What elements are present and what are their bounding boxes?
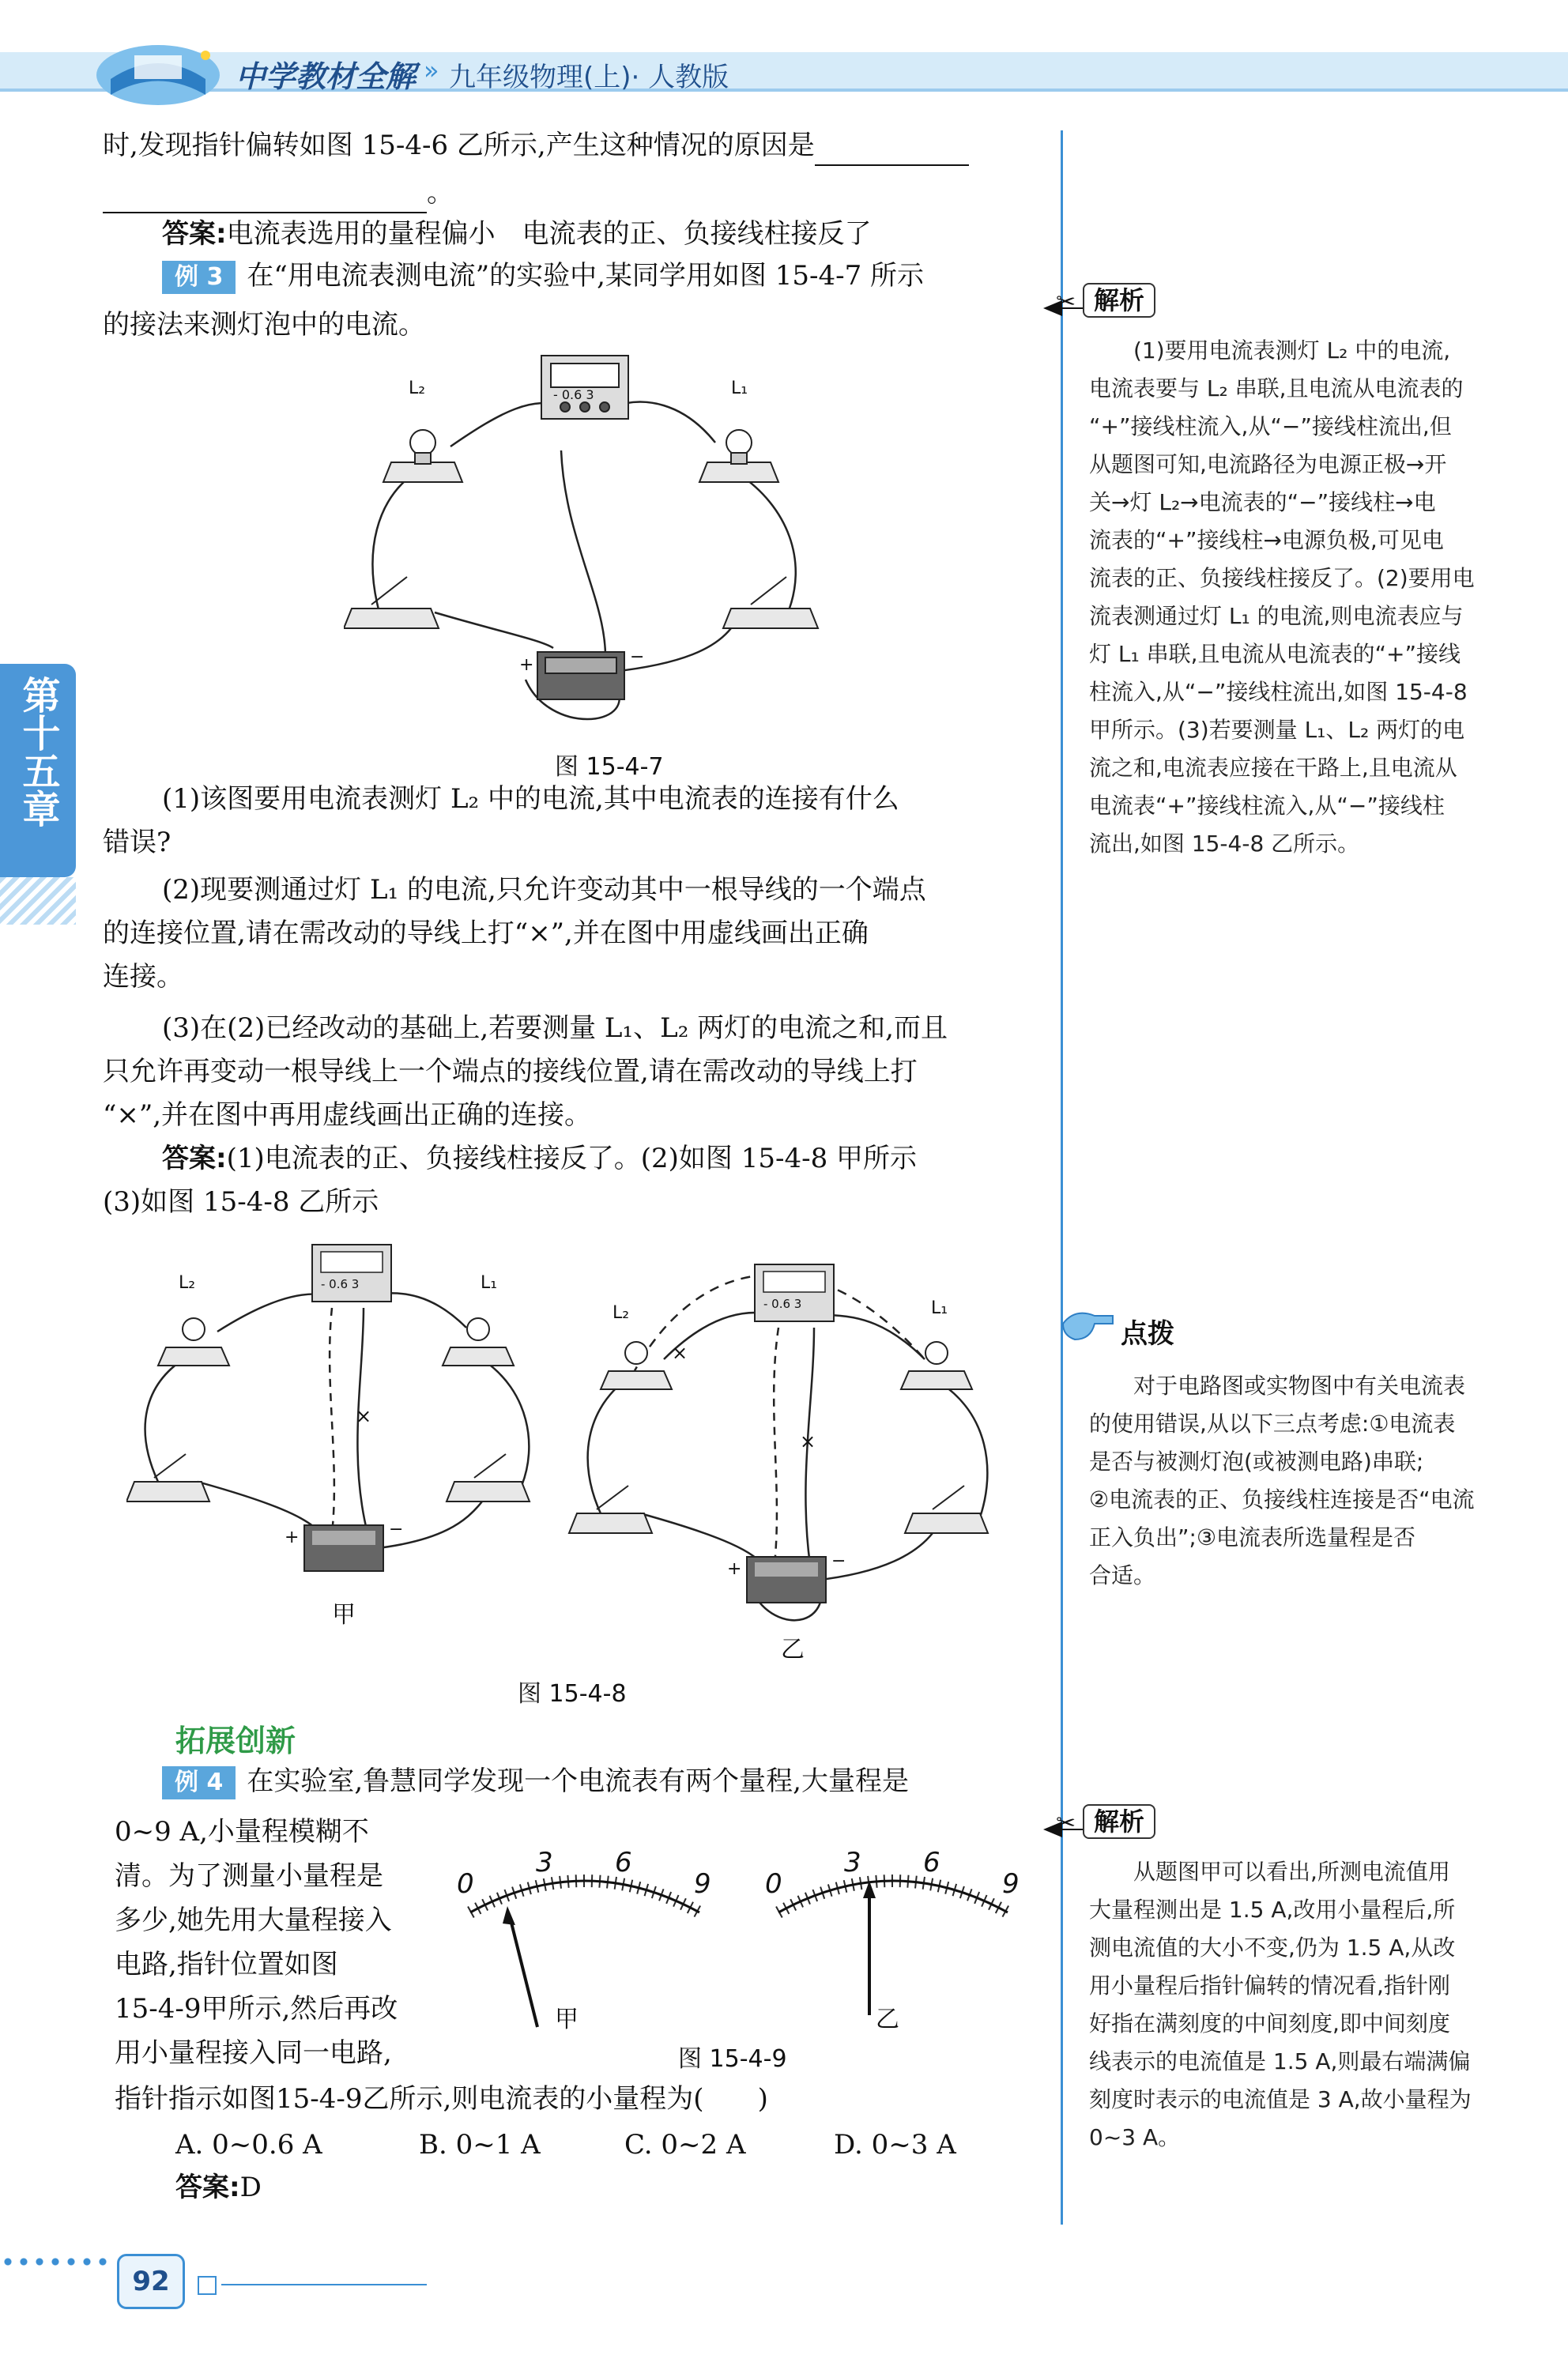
circuit-yi <box>569 1264 988 1620</box>
scissors-icon: ✂ <box>1056 288 1076 316</box>
example-3-line: 例 3 在“用电流表测电流”的实验中,某同学用如图 15-4-7 所示 <box>162 255 924 296</box>
chevron-right-icon: » <box>424 55 439 85</box>
pointing-hand-icon <box>1059 1304 1114 1347</box>
switch-left <box>344 577 439 628</box>
svg-text:6: 6 <box>615 1847 632 1878</box>
battery <box>537 652 624 699</box>
circuit-figure-15-4-7 <box>344 348 834 727</box>
meter-yi <box>765 1847 1020 2015</box>
text-line: 。 <box>103 172 454 213</box>
option-d[interactable]: D. 0~3 A <box>834 2129 956 2161</box>
svg-text:L₁: L₁ <box>731 379 748 398</box>
question-line: 的连接位置,请在需改动的导线上打“×”,并在图中用虚线画出正确 <box>103 917 869 949</box>
svg-text:- 0.6 3: - 0.6 3 <box>321 1277 360 1291</box>
question-line: 只允许再变动一根导线上一个端点的接线位置,请在需改动的导线上打 <box>103 1056 918 1087</box>
question-line: (3)在(2)已经改动的基础上,若要测量 L₁、L₂ 两灯的电流之和,而且 <box>162 1012 948 1044</box>
answer-line: 答案:电流表选用的量程偏小 电流表的正、负接线柱接反了 <box>162 218 872 250</box>
footer-square-icon <box>198 2276 217 2295</box>
analysis-tag: 解析 <box>1083 283 1155 318</box>
svg-text:−: − <box>630 647 645 667</box>
svg-text:L₁: L₁ <box>931 1298 948 1318</box>
meter-jia <box>457 1847 711 2027</box>
question-line: 连接。 <box>103 961 183 993</box>
svg-text:0: 0 <box>457 1868 474 1900</box>
text-line: 清。为了测量小量程是 <box>115 1860 383 1892</box>
svg-text:- 0.6 3: - 0.6 3 <box>763 1297 802 1311</box>
question-line: (2)现要测通过灯 L₁ 的电流,只允许变动其中一根导线的一个端点 <box>162 874 926 906</box>
figure-label-jia: 甲 <box>555 2006 579 2033</box>
option-b[interactable]: B. 0~1 A <box>419 2129 541 2161</box>
figure-caption: 图 15-4-8 <box>518 1680 627 1708</box>
switch-right <box>723 577 818 628</box>
example-4-wrap <box>115 1810 447 2075</box>
section-title: 拓展创新 <box>175 1724 296 1758</box>
example-4-line: 例 4 在实验室,鲁慧同学发现一个电流表有两个量程,大量程是 <box>162 1761 909 1802</box>
svg-text:6: 6 <box>923 1847 940 1878</box>
text-line: 电路,指针位置如图 <box>115 1949 338 1980</box>
text-line: 时,发现指针偏转如图 15-4-6 乙所示,产生这种情况的原因是 <box>103 125 969 166</box>
column-divider <box>1061 130 1063 2225</box>
svg-text:L₁: L₁ <box>481 1273 498 1293</box>
scissors-icon: ✂ <box>1056 1810 1076 1837</box>
answer-blank[interactable] <box>815 133 969 166</box>
option-a[interactable]: A. 0~0.6 A <box>175 2129 322 2161</box>
question-line: 错误? <box>103 827 172 858</box>
chapter-tab-stripes <box>0 877 76 925</box>
example-tag: 例 3 <box>162 261 236 294</box>
svg-text:3: 3 <box>536 1847 553 1878</box>
svg-text:×: × <box>672 1342 688 1364</box>
figure-caption: 图 15-4-7 <box>555 753 664 781</box>
answer-blank[interactable] <box>103 180 427 213</box>
svg-text:−: − <box>831 1551 846 1571</box>
figure-label-jia: 甲 <box>332 1601 356 1629</box>
figure-label-yi: 乙 <box>781 1636 805 1664</box>
svg-text:9: 9 <box>1002 1868 1020 1900</box>
svg-text:+: + <box>285 1528 300 1547</box>
svg-text:3: 3 <box>844 1847 861 1878</box>
answer-line: 答案:(1)电流表的正、负接线柱接反了。(2)如图 15-4-8 甲所示 <box>162 1143 918 1174</box>
svg-text:L₂: L₂ <box>179 1273 196 1293</box>
text-line: 用小量程接入同一电路, <box>115 2037 392 2069</box>
text-line: 0~9 A,小量程模糊不 <box>115 1816 369 1848</box>
example-tag: 例 4 <box>162 1766 236 1799</box>
figure-caption: 图 15-4-9 <box>678 2045 787 2073</box>
svg-text:L₂: L₂ <box>409 379 426 398</box>
answer-line: (3)如图 15-4-8 乙所示 <box>103 1186 379 1218</box>
tip-content: 对于电路图或实物图中有关电流表 的使用错误,从以下三点考虑:①电流表 是否与被测灯泡(或被测电路)串联; ②电流表的正、负接线柱连接是否“电流 正入负出”;③电流表所选量程是否 合适。 <box>1089 1373 1475 1588</box>
circuit-figure-15-4-8 <box>126 1241 1035 1652</box>
text-line: 多少,她先用大量程接入 <box>115 1905 392 1936</box>
analysis-1: (1)要用电流表测灯 L₂ 中的电流, 电流表要与 L₂ 串联,且电流从电流表的 “+”接线柱流入,从“−”接线柱流出,但 从题图可知,电流路径为电源正极→开 关→灯 L₂→电流表的“−”接线柱→电 流表的“+”接线柱→电源负极,可见电 流表的正、负接线柱接反了。(2)要用电 流表测通过灯 L₁ 的电流,则电流表应与 灯 L₁ 串联,且电流从电流表的“+”接线 柱流入,从“−”接线柱流出,如图 15-4-8 甲所示。(3)若要测量 L₁、L₂ 两灯的电 流之和,电流表应接在干路上,且电流从 电流表“+”接线柱流入,从“−”接线柱 流出,如图 15-4-8 乙所示。 <box>1089 337 1475 857</box>
circuit-jia <box>126 1245 530 1571</box>
svg-text:−: − <box>389 1520 404 1539</box>
lamp-l2 <box>383 430 462 482</box>
svg-text:×: × <box>800 1430 816 1453</box>
header-subtitle: 九年级物理(上)· 人教版 <box>449 62 729 93</box>
tip-tag: 点拨 <box>1121 1318 1174 1350</box>
svg-text:L₂: L₂ <box>612 1303 630 1323</box>
svg-text:×: × <box>356 1405 372 1427</box>
analysis-2: 从题图甲可以看出,所测电流值用 大量程测出是 1.5 A,改用小量程后,所 测电流值的大小不变,仍为 1.5 A,从改 用小量程后指针偏转的情况看,指针刚 好指在满刻度的中间刻度,即中间刻度 线表示的电流值是 1.5 A,则最右端满偏 刻度时表示的电流值是 3 A,故小量程为 0~3 A。 <box>1089 1859 1472 2150</box>
answer-line: 答案:D <box>175 2172 262 2203</box>
page-number: 92 <box>117 2254 185 2309</box>
svg-text:9: 9 <box>694 1868 711 1900</box>
text-line: 的接法来测灯泡中的电流。 <box>103 309 425 341</box>
svg-text:+: + <box>519 655 534 675</box>
book-logo-icon <box>87 32 229 111</box>
option-c[interactable]: C. 0~2 A <box>624 2129 746 2161</box>
text-line: 指针指示如图15-4-9乙所示,则电流表的小量程为( ) <box>115 2083 768 2115</box>
figure-label-yi: 乙 <box>876 2006 899 2033</box>
footer-dots <box>0 2257 111 2266</box>
svg-text:- 0.6 3: - 0.6 3 <box>553 387 594 402</box>
question-line: (1)该图要用电流表测灯 L₂ 中的电流,其中电流表的连接有什么 <box>162 783 899 815</box>
chapter-tab-label: 第十五章 <box>16 676 60 827</box>
svg-text:+: + <box>727 1559 742 1579</box>
header-series: 中学教材全解 <box>236 59 416 94</box>
svg-text:0: 0 <box>765 1868 782 1900</box>
meter-figure-15-4-9 <box>450 1826 1051 2063</box>
footer-rule <box>221 2284 427 2285</box>
text-line: 15-4-9甲所示,然后再改 <box>115 1993 398 2025</box>
question-line: “×”,并在图中再用虚线画出正确的连接。 <box>103 1099 592 1131</box>
analysis-tag: 解析 <box>1083 1804 1155 1839</box>
